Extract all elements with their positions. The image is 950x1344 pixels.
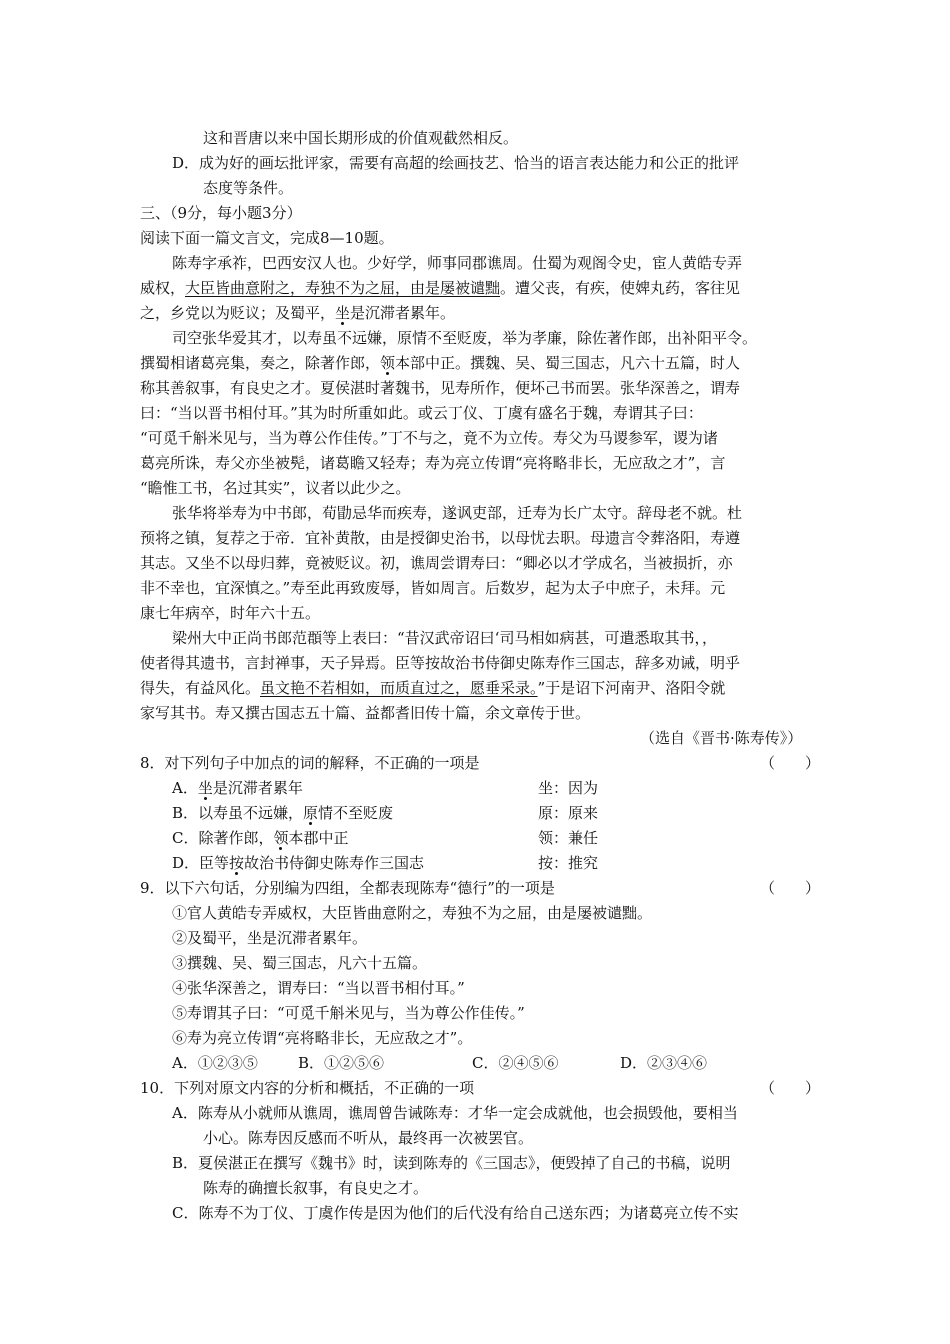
q9-answer-paren: （ ） (760, 879, 821, 897)
text-segment: 。遭父丧，有疾，使婢丸药，客往见 (500, 279, 741, 297)
q9-item-2: ②及蜀平，坐是沉滞者累年。 (172, 929, 368, 947)
q8-option-b (172, 801, 393, 826)
dotted-word: 坐 (335, 304, 351, 322)
dotted-word: 领 (273, 829, 289, 847)
passage-p2-line-3: 称其善叙事，有良史之才。夏侯湛时著魏书，见寿所作，便坏己书而罢。张华深善之，谓寿 (140, 379, 741, 397)
text-segment: 本部中正。撰魏、吴、蜀三国志，凡六十五篇，时人 (395, 354, 741, 372)
passage-p3-line-1: 张华将举寿为中书郎，荀勖忌华而疾寿，遂讽吏部，迁寿为长广太守。辞母老不就。杜 (172, 504, 743, 522)
passage-p3-line-5: 康七年病卒，时年六十五。 (140, 604, 321, 622)
text-segment: ”于是诏下河南尹、洛阳令就 (537, 679, 726, 697)
text-segment: 是沉滞者累年 (212, 779, 303, 797)
section-3-header: 三、（9分，每小题3分） (140, 204, 302, 222)
option-d-line-1: D．成为好的画坛批评家，需要有高超的绘画技艺、恰当的语言表达能力和公正的批评 (172, 154, 740, 172)
passage-p2-line-7: “瞻惟工书，名过其实”，议者以此少之。 (140, 479, 411, 497)
dotted-word: 原 (303, 804, 319, 822)
q8-option-b-gloss: 原：原来 (538, 804, 599, 822)
passage-p2-line-2 (140, 351, 740, 376)
passage-p4-line-1: 梁州大中正尚书郎范頵等上表曰：“昔汉武帝诏曰‘司马相如病甚，可遣悉取其书，， (172, 629, 717, 647)
passage-p3-line-2: 预将之镇，复荐之于帝．宜补黄散，由是授御史治书，以母忧去职。母遗言令葬洛阳，寿遵 (140, 529, 741, 547)
passage-p1-line-3 (140, 301, 455, 326)
q8-stem: 8．对下列句子中加点的词的解释，不正确的一项是 (140, 754, 480, 772)
passage-p2-line-1: 司空张华爱其才，以寿虽不远嫌，原情不至贬废，举为孝廉，除佐著作郎，出补阳平令。 (172, 329, 758, 347)
q9-item-5: ⑤寿谓其子曰：“可觅千斛米见与，当为尊公作佳传。” (172, 1004, 525, 1022)
q10-stem: 10．下列对原文内容的分析和概括，不正确的一项 (140, 1079, 475, 1097)
text-segment: 本郡中正 (288, 829, 349, 847)
q8-answer-paren: （ ） (760, 754, 821, 772)
passage-p2-line-6: 葛亮所诛，寿父亦坐被髡，诸葛瞻又轻寿；寿为亮立传谓“亮将略非长，无应敌之才”，言 (140, 454, 726, 472)
dotted-word: 按 (229, 854, 245, 872)
text-segment: D．臣等 (172, 854, 230, 872)
underlined-sentence: 虽文艳不若相如，而质直过之，愿垂采录。 (260, 679, 538, 697)
passage-p4-line-4: 家写其书。寿又撰古国志五十篇、益都耆旧传十篇，余文章传于世。 (140, 704, 591, 722)
q9-choice-c: C．②④⑤⑥ (472, 1054, 559, 1072)
text-segment: 撰蜀相诸葛亮集，奏之，除著作郎， (140, 354, 381, 372)
passage-p4-line-2: 使者得其遗书，言封禅事，天子异焉。臣等按故治书侍御史陈寿作三国志，辞多劝诫，明乎 (140, 654, 741, 672)
q8-option-d (172, 851, 424, 876)
underlined-sentence: 大臣皆曲意附之，寿独不为之屈，由是屡被谴黜 (185, 279, 501, 297)
q9-item-4: ④张华深善之，谓寿曰：“当以晋书相付耳。” (172, 979, 465, 997)
q9-choice-d: D．②③④⑥ (620, 1054, 708, 1072)
text-segment: 之，乡党以为贬议；及蜀平， (140, 304, 336, 322)
passage-p4-line-3 (140, 676, 725, 701)
passage-p1-line-2 (140, 276, 740, 301)
q8-option-a (172, 776, 303, 801)
q9-choice-b: B．①②⑤⑥ (298, 1054, 385, 1072)
text-segment: 得失，有益风化。 (140, 679, 261, 697)
q9-item-3: ③撰魏、吴、蜀三国志，凡六十五篇。 (172, 954, 428, 972)
q10-option-b-line-2: 陈寿的确擅长叙事，有良史之才。 (203, 1179, 429, 1197)
text-segment: B．以寿虽不远嫌， (172, 804, 304, 822)
dotted-word: 坐 (197, 779, 213, 797)
text-segment: 情不至贬废 (318, 804, 394, 822)
passage-source: （选自《晋书·陈寿传》） (640, 729, 803, 747)
text-segment: 故治书侍御史陈寿作三国志 (244, 854, 425, 872)
passage-p3-line-3: 其志。又坐不以母归葬，竟被贬议。初，谯周尝谓寿曰：“卿必以才学成名，当被损折，亦 (140, 554, 733, 572)
q10-option-a-line-1: A．陈寿从小就师从谯周，谯周曾告诫陈寿：才华一定会成就他，也会损毁他，要相当 (172, 1104, 738, 1122)
q10-answer-paren: （ ） (760, 1079, 821, 1097)
option-d-line-2: 态度等条件。 (203, 179, 294, 197)
text-segment: A． (172, 779, 198, 797)
q9-item-1: ①官人黄皓专弄威权，大臣皆曲意附之，寿独不为之屈，由是屡被谴黜。 (172, 904, 653, 922)
text-segment: 威权， (140, 279, 186, 297)
passage-p3-line-4: 非不幸也，宜深慎之。”寿至此再致废辱，皆如周言。后数岁，起为太子中庶子，未拜。元 (140, 579, 726, 597)
passage-p2-line-4: 曰：“当以晋书相付耳。”其为时所重如此。或云丁仪、丁虞有盛名于魏，寿谓其子曰： (140, 404, 703, 422)
q10-option-c-line-1: C．陈寿不为丁仪、丁虞作传是因为他们的后代没有给自己送东西；为诸葛亮立传不实 (172, 1204, 739, 1222)
q9-stem: 9．以下六句话，分别编为四组，全都表现陈寿“德行”的一项是 (140, 879, 555, 897)
option-c-continuation: 这和晋唐以来中国长期形成的价值观截然相反。 (203, 129, 519, 147)
q8-option-c (172, 826, 349, 851)
dotted-word: 领 (380, 354, 396, 372)
q10-option-a-line-2: 小心。陈寿因反感而不听从，最终再一次被罢官。 (203, 1129, 534, 1147)
text-segment: 是沉滞者累年。 (350, 304, 456, 322)
q9-choice-a: A．①②③⑤ (172, 1054, 258, 1072)
q8-option-d-gloss: 按：推究 (538, 854, 599, 872)
section-3-instruction: 阅读下面一篇文言文，完成8—10题。 (140, 229, 394, 247)
q8-option-c-gloss: 领：兼任 (538, 829, 599, 847)
q10-option-b-line-1: B．夏侯湛正在撰写《魏书》时，读到陈寿的《三国志》，便毁掉了自己的书稿，说明 (172, 1154, 731, 1172)
text-segment: C．除著作郎， (172, 829, 274, 847)
passage-p2-line-5: “可觅千斛米见与，当为尊公作佳传。”丁不与之，竟不为立传。寿父为马谡参军，谡为诸 (140, 429, 718, 447)
passage-p1-line-1: 陈寿字承祚，巴西安汉人也。少好学，师事同郡谯周。仕蜀为观阁令史，宦人黄皓专弄 (172, 254, 743, 272)
q9-item-6: ⑥寿为亮立传谓“亮将略非长，无应敌之才”。 (172, 1029, 473, 1047)
q8-option-a-gloss: 坐：因为 (538, 779, 599, 797)
